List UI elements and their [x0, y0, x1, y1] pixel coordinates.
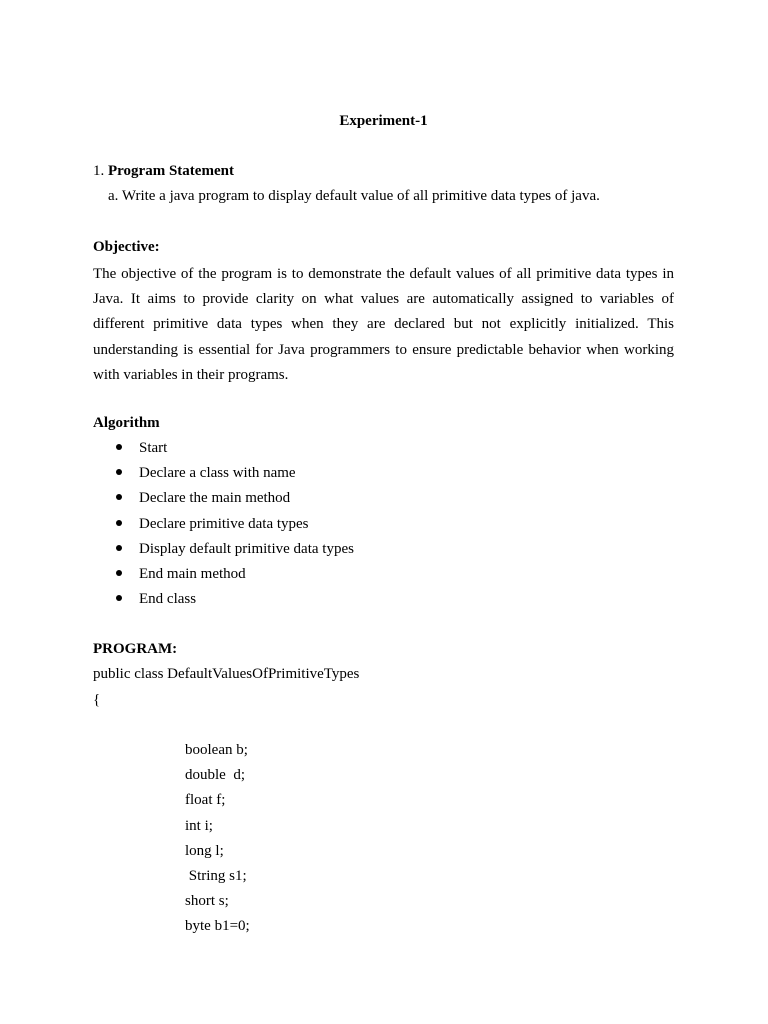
section-heading: Program Statement: [108, 163, 234, 179]
step-text: Declare a class with name: [139, 465, 296, 482]
objective-paragraph: The objective of the program is to demonstrate the default values of all primitive data types in Java. It aims to provide clarity on what values are automatically assigned to variables of different primitive data types when they are declared but not explicitly initialized. This understanding is essential for Java programmers to ensure predictable behavior when working with variables in their programs.: [93, 266, 674, 383]
code-line: int i;: [185, 817, 213, 834]
program-statement-heading: [93, 161, 234, 181]
step-text: End class: [139, 591, 197, 608]
algorithm-heading: Algorithm: [93, 415, 160, 431]
program-statement-item: a. Write a java program to display default value of all primitive data types of java.: [108, 188, 600, 204]
bullet-icon: [116, 595, 122, 601]
step-text: Declare primitive data types: [139, 515, 309, 532]
bullet-icon: [116, 469, 122, 475]
code-line: byte b1=0;: [185, 918, 250, 935]
program-heading: PROGRAM:: [93, 641, 178, 657]
document-title: Experiment-1: [339, 113, 428, 129]
bullet-icon: [116, 570, 122, 576]
step-text: End main method: [139, 565, 246, 582]
list-item: [93, 539, 674, 564]
open-brace: {: [93, 692, 101, 708]
code-line: boolean b;: [185, 742, 248, 758]
code-block: [185, 740, 250, 942]
list-item: [93, 463, 674, 488]
step-text: Display default primitive data types: [139, 540, 354, 557]
step-text: Declare the main method: [139, 490, 291, 507]
list-item: [93, 589, 674, 614]
code-line: String s1;: [185, 867, 247, 884]
bullet-icon: [116, 444, 122, 450]
step-text: Start: [139, 440, 168, 456]
bullet-icon: [116, 520, 122, 526]
objective-heading: Objective:: [93, 239, 160, 255]
list-item: [93, 564, 674, 589]
algorithm-steps: [93, 438, 674, 614]
list-item: [93, 438, 674, 463]
list-item: [93, 488, 674, 513]
code-line: short s;: [185, 893, 229, 910]
bullet-icon: [116, 494, 122, 500]
class-declaration: public class DefaultValuesOfPrimitiveTypes: [93, 666, 360, 682]
code-line: long l;: [185, 842, 224, 859]
code-line: float f;: [185, 792, 226, 809]
list-item: [93, 514, 674, 539]
bullet-icon: [116, 545, 122, 551]
section-number: 1.: [93, 163, 105, 179]
code-line: double d;: [185, 767, 245, 784]
